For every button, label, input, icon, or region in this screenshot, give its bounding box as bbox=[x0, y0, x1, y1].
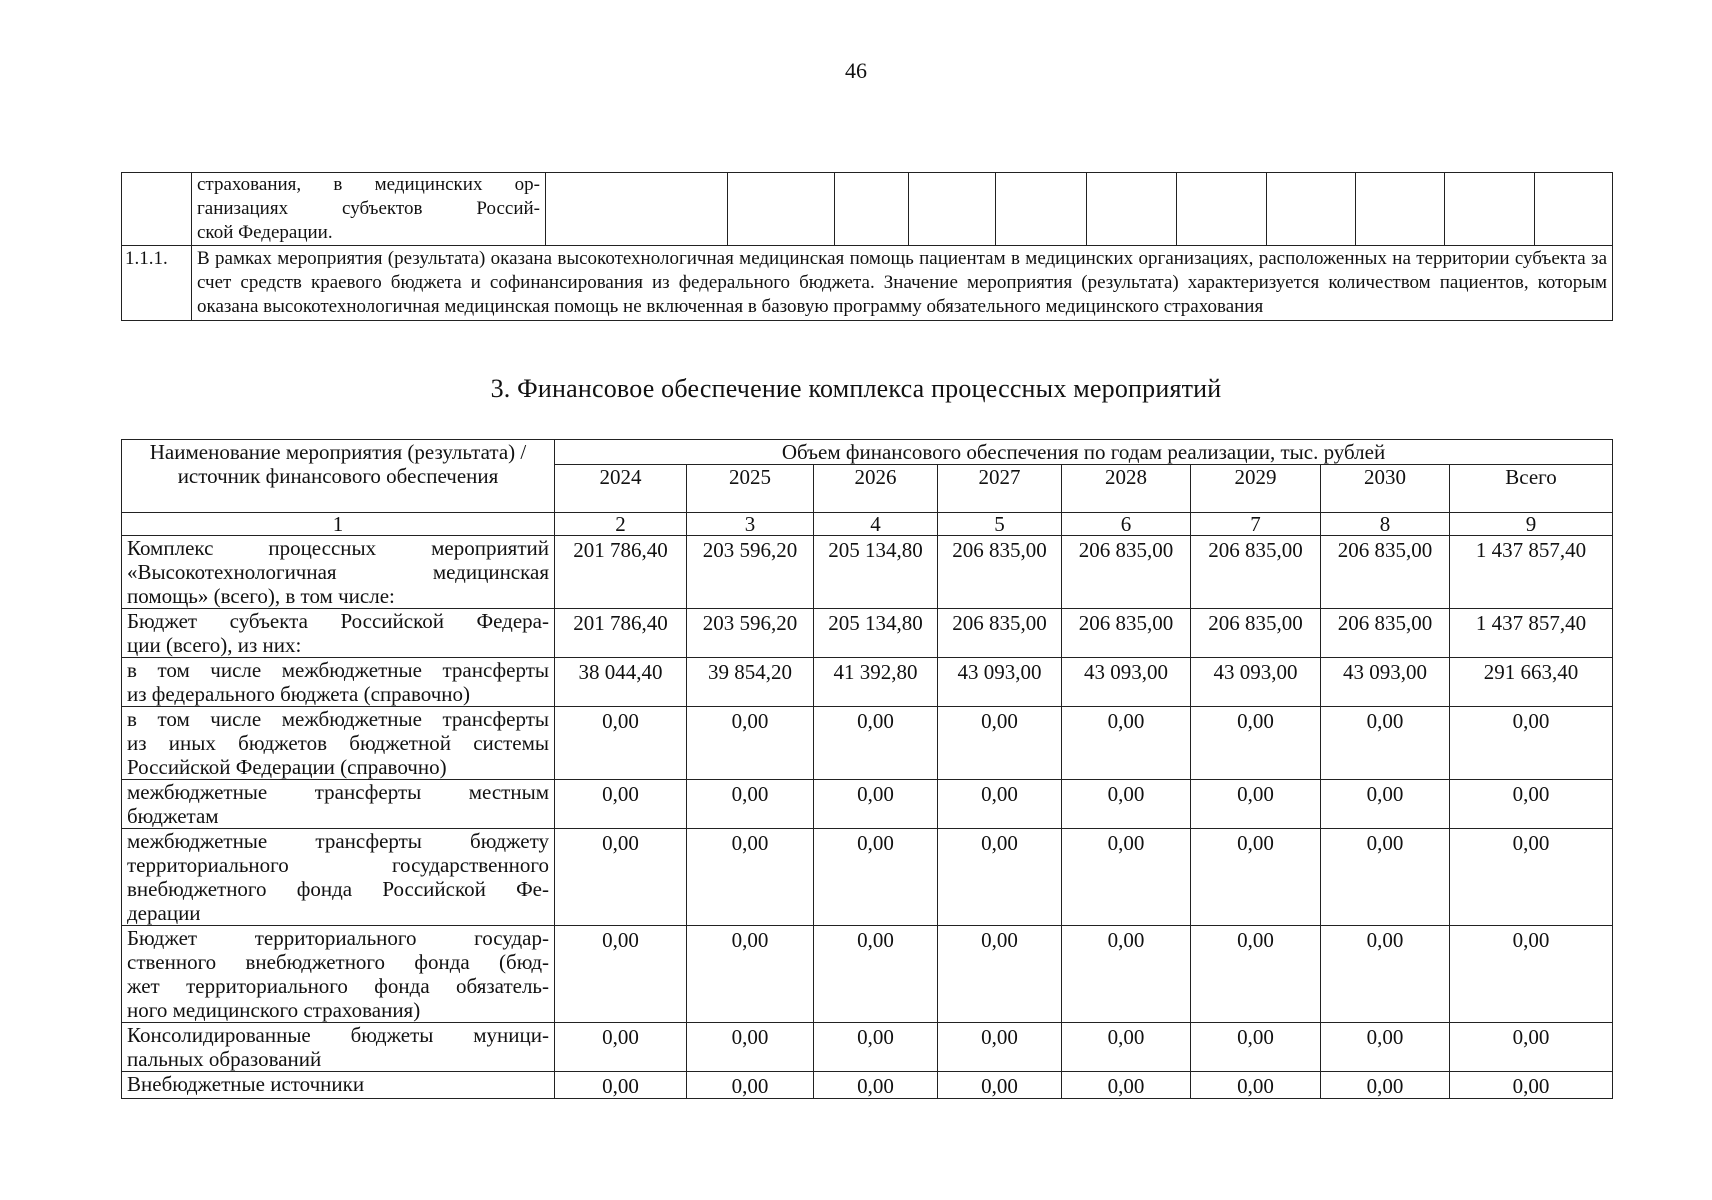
row-total-value: 0,00 bbox=[1450, 926, 1613, 1023]
row-year-value: 43 093,00 bbox=[1062, 658, 1191, 707]
page-number: 46 bbox=[845, 58, 867, 83]
row-label bbox=[122, 658, 555, 707]
row-year-value: 205 134,80 bbox=[814, 609, 938, 658]
row-year-value: 206 835,00 bbox=[1062, 609, 1191, 658]
empty-cell bbox=[909, 173, 996, 246]
row-year-value: 43 093,00 bbox=[938, 658, 1062, 707]
row-year-value: 0,00 bbox=[1062, 707, 1191, 780]
row-label-line: ственного внебюджетного фонда (бюд- bbox=[127, 950, 549, 974]
row-year-value: 203 596,20 bbox=[687, 536, 814, 609]
row-total-value: 291 663,40 bbox=[1450, 658, 1613, 707]
row-year-value: 0,00 bbox=[1191, 926, 1321, 1023]
row-label-line: пальных образований bbox=[127, 1047, 322, 1071]
row-year-value: 0,00 bbox=[938, 707, 1062, 780]
row-year-value: 206 835,00 bbox=[1062, 536, 1191, 609]
finance-header-row bbox=[122, 440, 1613, 465]
empty-cell bbox=[1267, 173, 1356, 246]
row-label-line: территориального государственного bbox=[127, 853, 549, 877]
row-year-value: 0,00 bbox=[555, 707, 687, 780]
row-year-value: 0,00 bbox=[1191, 780, 1321, 829]
row-total-value: 1 437 857,40 bbox=[1450, 536, 1613, 609]
row-label bbox=[122, 1023, 555, 1072]
row-label-line: жет территориального фонда обязатель- bbox=[127, 974, 549, 998]
year-header: 2024 bbox=[555, 465, 687, 513]
row-label bbox=[122, 1072, 555, 1099]
row-year-value: 201 786,40 bbox=[555, 536, 687, 609]
row-year-value: 206 835,00 bbox=[1191, 609, 1321, 658]
row-label-line: ного медицинского страхования) bbox=[127, 998, 421, 1022]
volume-header: Объем финансового обеспечения по годам реализации, тыс. рублей bbox=[555, 440, 1613, 465]
column-number: 8 bbox=[1321, 513, 1450, 536]
row-label-line: межбюджетные трансферты бюджету bbox=[127, 829, 549, 853]
row-label-line: в том числе межбюджетные трансферты bbox=[127, 658, 549, 682]
row-total-value: 0,00 bbox=[1450, 780, 1613, 829]
row-year-value: 0,00 bbox=[1321, 829, 1450, 926]
row-label-line: Российской Федерации (справочно) bbox=[127, 755, 447, 779]
finance-row bbox=[122, 707, 1613, 780]
column-number: 2 bbox=[555, 513, 687, 536]
year-header: 2025 bbox=[687, 465, 814, 513]
row-year-value: 0,00 bbox=[555, 829, 687, 926]
row-year-value: 0,00 bbox=[555, 780, 687, 829]
empty-cell bbox=[546, 173, 728, 246]
row-year-value: 0,00 bbox=[938, 780, 1062, 829]
year-header: 2029 bbox=[1191, 465, 1321, 513]
row-label-line: помощь» (всего), в том числе: bbox=[127, 584, 395, 608]
row-label bbox=[122, 780, 555, 829]
row-total-value: 0,00 bbox=[1450, 707, 1613, 780]
row-year-value: 0,00 bbox=[938, 926, 1062, 1023]
finance-row bbox=[122, 609, 1613, 658]
row-year-value: 0,00 bbox=[555, 926, 687, 1023]
row-label-line: в том числе межбюджетные трансферты bbox=[127, 707, 549, 731]
column-numbers-row bbox=[122, 513, 1613, 536]
indicator-table-continuation bbox=[121, 172, 1613, 321]
empty-cell bbox=[835, 173, 909, 246]
row-label bbox=[122, 707, 555, 780]
row-year-value: 206 835,00 bbox=[938, 536, 1062, 609]
row-year-value: 0,00 bbox=[938, 1072, 1062, 1099]
continuation-line: ской Федерации. bbox=[197, 222, 333, 243]
row-year-value: 0,00 bbox=[1321, 926, 1450, 1023]
row-year-value: 38 044,40 bbox=[555, 658, 687, 707]
row-year-value: 206 835,00 bbox=[1191, 536, 1321, 609]
column-number: 5 bbox=[938, 513, 1062, 536]
row-label-line: Комплекс процессных мероприятий bbox=[127, 536, 549, 560]
column-number: 4 bbox=[814, 513, 938, 536]
row-label-line: дерации bbox=[127, 901, 201, 925]
row-label-line: Бюджет субъекта Российской Федера- bbox=[127, 609, 549, 633]
row-year-value: 206 835,00 bbox=[1321, 609, 1450, 658]
column-number: 1 bbox=[122, 513, 555, 536]
row-label-line: внебюджетного фонда Российской Фе- bbox=[127, 877, 549, 901]
row-year-value: 201 786,40 bbox=[555, 609, 687, 658]
section-title: 3. Финансовое обеспечение комплекса процессных мероприятий bbox=[490, 374, 1222, 403]
row-label bbox=[122, 926, 555, 1023]
row-year-value: 0,00 bbox=[814, 780, 938, 829]
indicator-row-1-1-1 bbox=[122, 246, 1613, 321]
row-label-line: бюджетам bbox=[127, 804, 219, 828]
row-description: В рамках мероприятия (результата) оказана высокотехнологичная медицинская помощь пациентам в медицинских организациях, расположенных на территории субъекта за счет средств краевого бюджета и софинансирования из федерального бюджета. Значение мероприятия (результата) характеризуется количеством пациентов, которым оказана высокотехнологичная медицинская помощь не включенная в базовую программу обязательного медицинского страхования bbox=[192, 246, 1613, 321]
row-year-value: 0,00 bbox=[687, 926, 814, 1023]
row-year-value: 0,00 bbox=[687, 1072, 814, 1099]
row-year-value: 0,00 bbox=[1191, 707, 1321, 780]
column-number: 6 bbox=[1062, 513, 1191, 536]
empty-cell bbox=[1087, 173, 1177, 246]
name-column-header: Наименование мероприятия (результата) / источник финансового обеспечения bbox=[122, 440, 555, 513]
finance-row bbox=[122, 780, 1613, 829]
row-year-value: 0,00 bbox=[938, 829, 1062, 926]
finance-body bbox=[122, 536, 1613, 1099]
finance-row bbox=[122, 829, 1613, 926]
row-total-value: 1 437 857,40 bbox=[1450, 609, 1613, 658]
row-year-value: 206 835,00 bbox=[1321, 536, 1450, 609]
empty-cell bbox=[1445, 173, 1535, 246]
finance-table bbox=[121, 439, 1613, 1099]
row-year-value: 0,00 bbox=[1191, 1072, 1321, 1099]
row-label-line: из федерального бюджета (справочно) bbox=[127, 682, 471, 706]
row-year-value: 39 854,20 bbox=[687, 658, 814, 707]
row-year-value: 0,00 bbox=[687, 829, 814, 926]
row-year-value: 0,00 bbox=[1321, 780, 1450, 829]
finance-row bbox=[122, 1023, 1613, 1072]
finance-row bbox=[122, 926, 1613, 1023]
row-year-value: 0,00 bbox=[1321, 1023, 1450, 1072]
year-header: 2026 bbox=[814, 465, 938, 513]
row-year-value: 0,00 bbox=[555, 1023, 687, 1072]
row-label-line: ции (всего), из них: bbox=[127, 633, 302, 657]
continuation-line: ганизациях субъектов Россий- bbox=[197, 198, 540, 219]
row-year-value: 0,00 bbox=[687, 780, 814, 829]
row-year-value: 0,00 bbox=[814, 926, 938, 1023]
empty-cell bbox=[1177, 173, 1267, 246]
row-year-value: 0,00 bbox=[687, 1023, 814, 1072]
row-year-value: 0,00 bbox=[555, 1072, 687, 1099]
column-number: 7 bbox=[1191, 513, 1321, 536]
row-year-value: 203 596,20 bbox=[687, 609, 814, 658]
row-year-value: 43 093,00 bbox=[1321, 658, 1450, 707]
year-header: 2030 bbox=[1321, 465, 1450, 513]
row-total-value: 0,00 bbox=[1450, 829, 1613, 926]
row-year-value: 41 392,80 bbox=[814, 658, 938, 707]
row-label-line: межбюджетные трансферты местным bbox=[127, 780, 549, 804]
finance-row bbox=[122, 1072, 1613, 1099]
row-year-value: 0,00 bbox=[1062, 1072, 1191, 1099]
row-label bbox=[122, 536, 555, 609]
row-year-value: 0,00 bbox=[1062, 926, 1191, 1023]
row-year-value: 43 093,00 bbox=[1191, 658, 1321, 707]
row-year-value: 0,00 bbox=[938, 1023, 1062, 1072]
row-number: 1.1.1. bbox=[122, 246, 192, 321]
empty-cell bbox=[1356, 173, 1445, 246]
continuation-text-cell bbox=[192, 173, 546, 246]
row-year-value: 0,00 bbox=[1062, 1023, 1191, 1072]
row-year-value: 0,00 bbox=[687, 707, 814, 780]
row-year-value: 0,00 bbox=[1191, 829, 1321, 926]
year-header: 2028 bbox=[1062, 465, 1191, 513]
row-label-line: Консолидированные бюджеты муници- bbox=[127, 1023, 549, 1047]
row-year-value: 0,00 bbox=[1062, 829, 1191, 926]
empty-cell bbox=[1535, 173, 1613, 246]
column-number: 3 bbox=[687, 513, 814, 536]
row-label-line: из иных бюджетов бюджетной системы bbox=[127, 731, 549, 755]
row-year-value: 0,00 bbox=[814, 707, 938, 780]
row-label bbox=[122, 829, 555, 926]
total-header: Всего bbox=[1450, 465, 1613, 513]
row-year-value: 205 134,80 bbox=[814, 536, 938, 609]
empty-cell bbox=[728, 173, 835, 246]
row-year-value: 0,00 bbox=[1321, 707, 1450, 780]
row-year-value: 0,00 bbox=[1191, 1023, 1321, 1072]
row-year-value: 206 835,00 bbox=[938, 609, 1062, 658]
year-header: 2027 bbox=[938, 465, 1062, 513]
row-year-value: 0,00 bbox=[1062, 780, 1191, 829]
row-year-value: 0,00 bbox=[814, 829, 938, 926]
row-label-line: Внебюджетные источники bbox=[127, 1072, 365, 1096]
row-total-value: 0,00 bbox=[1450, 1023, 1613, 1072]
finance-row bbox=[122, 658, 1613, 707]
column-number: 9 bbox=[1450, 513, 1613, 536]
row-label bbox=[122, 609, 555, 658]
continuation-row bbox=[122, 173, 1613, 246]
row-total-value: 0,00 bbox=[1450, 1072, 1613, 1099]
row-year-value: 0,00 bbox=[1321, 1072, 1450, 1099]
row-year-value: 0,00 bbox=[814, 1072, 938, 1099]
row-label-line: «Высокотехнологичная медицинская bbox=[127, 560, 549, 584]
row-label-line: Бюджет территориального государ- bbox=[127, 926, 549, 950]
continuation-number-cell bbox=[122, 173, 192, 246]
empty-cell bbox=[996, 173, 1087, 246]
finance-row bbox=[122, 536, 1613, 609]
row-year-value: 0,00 bbox=[814, 1023, 938, 1072]
continuation-line: страхования, в медицинских ор- bbox=[197, 174, 540, 195]
